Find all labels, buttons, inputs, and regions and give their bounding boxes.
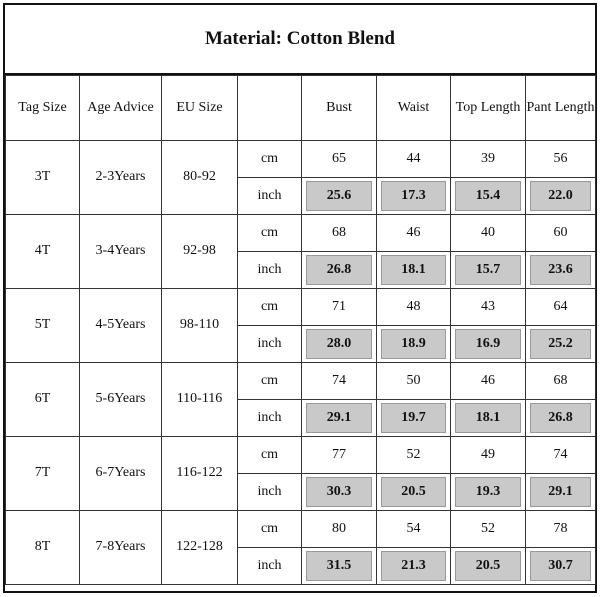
- waist-cm-cell: 46: [377, 215, 451, 252]
- unit-cm-cell: cm: [238, 437, 302, 474]
- waist-inch-cell: [377, 474, 451, 511]
- unit-cm-cell: cm: [238, 289, 302, 326]
- pant-length-inch-cell-value: 30.7: [530, 551, 591, 581]
- size-table: [5, 75, 596, 585]
- top-length-inch-cell-value: 19.3: [455, 477, 521, 507]
- top-length-inch-cell: [451, 252, 526, 289]
- age-advice-cell: 7-8Years: [80, 511, 162, 585]
- bust-inch-cell: [302, 548, 377, 585]
- unit-cm-cell: cm: [238, 215, 302, 252]
- eu-size-cell: 116-122: [162, 437, 238, 511]
- bust-inch-cell: [302, 178, 377, 215]
- bust-cm-cell: 74: [302, 363, 377, 400]
- header-eu-size: EU Size: [162, 76, 238, 141]
- tag-size-cell: 6T: [6, 363, 80, 437]
- pant-length-cm-cell: 78: [526, 511, 596, 548]
- top-length-inch-cell: [451, 400, 526, 437]
- pant-length-inch-cell-value: 29.1: [530, 477, 591, 507]
- top-length-inch-cell-value: 15.4: [455, 181, 521, 211]
- waist-cm-cell: 54: [377, 511, 451, 548]
- eu-size-cell: 92-98: [162, 215, 238, 289]
- waist-inch-cell-value: 19.7: [381, 403, 446, 433]
- top-length-cm-cell: 40: [451, 215, 526, 252]
- pant-length-cm-cell: 74: [526, 437, 596, 474]
- pant-length-inch-cell: [526, 326, 596, 363]
- unit-inch-cell: inch: [238, 474, 302, 511]
- bust-cm-cell: 65: [302, 141, 377, 178]
- pant-length-inch-cell: [526, 252, 596, 289]
- header-waist: Waist: [377, 76, 451, 141]
- tag-size-cell: 8T: [6, 511, 80, 585]
- header-row: [6, 76, 596, 141]
- unit-inch-cell: inch: [238, 252, 302, 289]
- bust-inch-cell-value: 31.5: [306, 551, 372, 581]
- bust-inch-cell-value: 25.6: [306, 181, 372, 211]
- waist-inch-cell-value: 17.3: [381, 181, 446, 211]
- bust-inch-cell: [302, 400, 377, 437]
- top-length-inch-cell: [451, 326, 526, 363]
- pant-length-inch-cell: [526, 548, 596, 585]
- pant-length-inch-cell-value: 25.2: [530, 329, 591, 359]
- age-advice-cell: 2-3Years: [80, 141, 162, 215]
- waist-inch-cell-value: 18.9: [381, 329, 446, 359]
- top-length-inch-cell-value: 15.7: [455, 255, 521, 285]
- top-length-inch-cell-value: 16.9: [455, 329, 521, 359]
- top-length-cm-cell: 46: [451, 363, 526, 400]
- header-bust: Bust: [302, 76, 377, 141]
- unit-cm-cell: cm: [238, 141, 302, 178]
- table-row: [6, 437, 596, 474]
- waist-cm-cell: 52: [377, 437, 451, 474]
- waist-inch-cell: [377, 252, 451, 289]
- size-table-body: [6, 141, 596, 585]
- waist-inch-cell-value: 21.3: [381, 551, 446, 581]
- bust-inch-cell: [302, 474, 377, 511]
- top-length-cm-cell: 43: [451, 289, 526, 326]
- top-length-inch-cell: [451, 474, 526, 511]
- chart-title: Material: Cotton Blend: [5, 5, 595, 75]
- top-length-cm-cell: 39: [451, 141, 526, 178]
- header-unit: [238, 76, 302, 141]
- top-length-cm-cell: 49: [451, 437, 526, 474]
- table-row: [6, 289, 596, 326]
- waist-cm-cell: 44: [377, 141, 451, 178]
- pant-length-inch-cell-value: 23.6: [530, 255, 591, 285]
- pant-length-cm-cell: 56: [526, 141, 596, 178]
- eu-size-cell: 98-110: [162, 289, 238, 363]
- tag-size-cell: 7T: [6, 437, 80, 511]
- top-length-inch-cell-value: 20.5: [455, 551, 521, 581]
- eu-size-cell: 80-92: [162, 141, 238, 215]
- tag-size-cell: 4T: [6, 215, 80, 289]
- eu-size-cell: 122-128: [162, 511, 238, 585]
- bust-inch-cell-value: 30.3: [306, 477, 372, 507]
- age-advice-cell: 3-4Years: [80, 215, 162, 289]
- bust-cm-cell: 80: [302, 511, 377, 548]
- age-advice-cell: 6-7Years: [80, 437, 162, 511]
- unit-inch-cell: inch: [238, 400, 302, 437]
- header-tag-size: Tag Size: [6, 76, 80, 141]
- waist-cm-cell: 50: [377, 363, 451, 400]
- unit-inch-cell: inch: [238, 548, 302, 585]
- table-row: [6, 363, 596, 400]
- age-advice-cell: 5-6Years: [80, 363, 162, 437]
- pant-length-cm-cell: 60: [526, 215, 596, 252]
- waist-inch-cell: [377, 400, 451, 437]
- unit-cm-cell: cm: [238, 511, 302, 548]
- pant-length-inch-cell-value: 26.8: [530, 403, 591, 433]
- pant-length-cm-cell: 64: [526, 289, 596, 326]
- header-age-advice: Age Advice: [80, 76, 162, 141]
- unit-cm-cell: cm: [238, 363, 302, 400]
- top-length-inch-cell: [451, 548, 526, 585]
- bust-inch-cell-value: 29.1: [306, 403, 372, 433]
- eu-size-cell: 110-116: [162, 363, 238, 437]
- top-length-inch-cell: [451, 178, 526, 215]
- table-row: [6, 215, 596, 252]
- bust-inch-cell: [302, 252, 377, 289]
- top-length-inch-cell-value: 18.1: [455, 403, 521, 433]
- bust-cm-cell: 71: [302, 289, 377, 326]
- size-chart: [3, 3, 597, 593]
- age-advice-cell: 4-5Years: [80, 289, 162, 363]
- table-row: [6, 511, 596, 548]
- pant-length-cm-cell: 68: [526, 363, 596, 400]
- pant-length-inch-cell: [526, 474, 596, 511]
- bust-cm-cell: 77: [302, 437, 377, 474]
- top-length-cm-cell: 52: [451, 511, 526, 548]
- waist-inch-cell: [377, 178, 451, 215]
- pant-length-inch-cell-value: 22.0: [530, 181, 591, 211]
- unit-inch-cell: inch: [238, 326, 302, 363]
- bust-inch-cell: [302, 326, 377, 363]
- waist-inch-cell-value: 20.5: [381, 477, 446, 507]
- waist-inch-cell: [377, 326, 451, 363]
- tag-size-cell: 5T: [6, 289, 80, 363]
- tag-size-cell: 3T: [6, 141, 80, 215]
- bust-cm-cell: 68: [302, 215, 377, 252]
- pant-length-inch-cell: [526, 178, 596, 215]
- unit-inch-cell: inch: [238, 178, 302, 215]
- pant-length-inch-cell: [526, 400, 596, 437]
- bust-inch-cell-value: 26.8: [306, 255, 372, 285]
- header-pant-length: Pant Length: [526, 76, 596, 141]
- table-row: [6, 141, 596, 178]
- waist-inch-cell: [377, 548, 451, 585]
- bust-inch-cell-value: 28.0: [306, 329, 372, 359]
- waist-cm-cell: 48: [377, 289, 451, 326]
- waist-inch-cell-value: 18.1: [381, 255, 446, 285]
- header-top-length: Top Length: [451, 76, 526, 141]
